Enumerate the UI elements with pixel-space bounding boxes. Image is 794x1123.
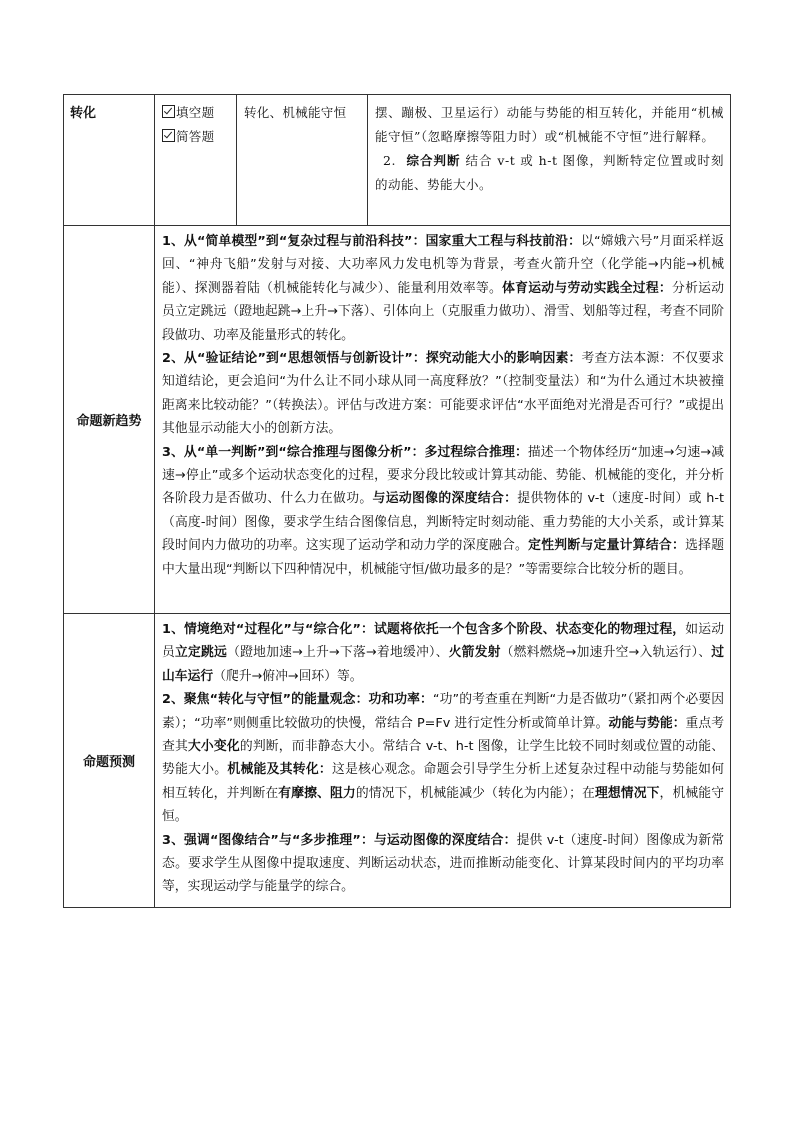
checked-box-icon	[162, 129, 175, 142]
question-type-list	[155, 95, 236, 149]
paragraph: 1、情境绝对“过程化”与“综合化”：试题将依托一个包含多个阶段、状态变化的物理过程，如运动员立定跳远（蹬地加速→上升→下落→着地缓冲）、火箭发射（燃料燃烧→加速升空→入轨运行）、过山车运行（爬升→俯冲→回环）等。	[162, 622, 725, 684]
row-new-trends	[64, 226, 731, 614]
row-label: 转化	[70, 106, 97, 121]
row-label-cell	[64, 226, 155, 614]
requirement-text: 摆、蹦极、卫星运行）动能与势能的相互转化，并能用“机械能守恒”（忽略摩擦等阻力时）或“机械能不守恒”进行解释。 2. 综合判断 结合 v-t 或 h-t 图像，判断特定位置或时刻的动能、势能大小。	[375, 105, 724, 192]
row-conversion	[64, 95, 731, 226]
knowledge-point: 转化、机械能守恒	[244, 105, 347, 120]
row-label: 命题预测	[82, 755, 135, 770]
paragraph: 2、从“验证结论”到“思想领悟与创新设计”：探究动能大小的影响因素：考查方法本源：不仅要求知道结论，更会追问“为什么让不同小球从同一高度释放？”（控制变量法）和“为什么通过木块被撞距离来比较动能？”（转换法）。评估与改进方案：可能要求评估“水平面绝对光滑是否可行？”或提出其他显示动能大小的创新方法。	[162, 351, 725, 437]
checked-box-icon	[162, 105, 175, 118]
knowledge-point-cell	[237, 95, 368, 226]
row-label-cell	[64, 614, 155, 908]
paragraph: 1、从“简单模型”到“复杂过程与前沿科技”：国家重大工程与科技前沿：以“嫦娥六号”月面采样返回、“神舟飞船”发射与对接、大功率风力发电机等为背景，考查火箭升空（化学能→内能→机械能）、探测器着陆（机械能转化与减少）、能量利用效率等。体育运动与劳动实践全过程：分析运动员立定跳远（蹬地起跳→上升→下落）、引体向上（克服重力做功）、滑雪、划船等过程，考查不同阶段做功、功率及能量形式的转化。	[162, 234, 725, 343]
paragraph: 2、聚焦“转化与守恒”的能量观念：功和功率：“功”的考查重在判断“力是否做功”（紧扣两个必要因素）；“功率”则侧重比较做功的快慢，常结合 P=Fv 进行定性分析或简单计算。动能与势能：重点考查其大小变化的判断，而非静态大小。常结合 v-t、h-t 图像，让学生比较不同时刻或位置的动能、势能大小。机械能及其转化：这是核心观念。命题会引导学生分析上述复杂过程中动能与势能如何相互转化，并判断在有摩擦、阻力的情况下，机械能减少（转化为内能）；在理想情况下，机械能守恒。	[162, 692, 725, 825]
content-cell	[155, 226, 731, 614]
paragraph: 3、从“单一判断”到“综合推理与图像分析”：多过程综合推理：描述一个物体经历“加速→匀速→减速→停止”或多个运动状态变化的过程，要求分段比较或计算其动能、势能、机械能的变化，并分析各阶段力是否做功、什么力在做功。与运动图像的深度结合：提供物体的 v-t（速度-时间）或 h-t（高度-时间）图像，要求学生结合图像信息，判断特定时刻动能、重力势能的大小关系，或计算某段时间内力做功的功率。这实现了运动学和动力学的深度融合。定性判断与定量计算结合：选择题中大量出现“判断以下四种情况中，机械能守恒/做功最多的是？”等需要综合比较分析的题目。	[162, 444, 725, 577]
exam-analysis-table	[63, 94, 731, 908]
question-type-cell	[155, 95, 237, 226]
row-label-cell	[64, 95, 155, 226]
document-page	[63, 94, 730, 908]
question-type-item: 简答题	[162, 125, 230, 149]
requirement-cell	[368, 95, 731, 226]
row-prediction	[64, 614, 731, 908]
question-type-item: 填空题	[162, 101, 230, 125]
paragraph: 3、强调“图像结合”与“多步推理”：与运动图像的深度结合：提供 v-t（速度-时间）图像成为新常态。要求学生从图像中提取速度、判断运动状态，进而推断动能变化、计算某段时间内的平均功率等，实现运动学与能量学的综合。	[162, 832, 724, 895]
row-label: 命题新趋势	[76, 414, 142, 429]
content-cell	[155, 614, 731, 908]
